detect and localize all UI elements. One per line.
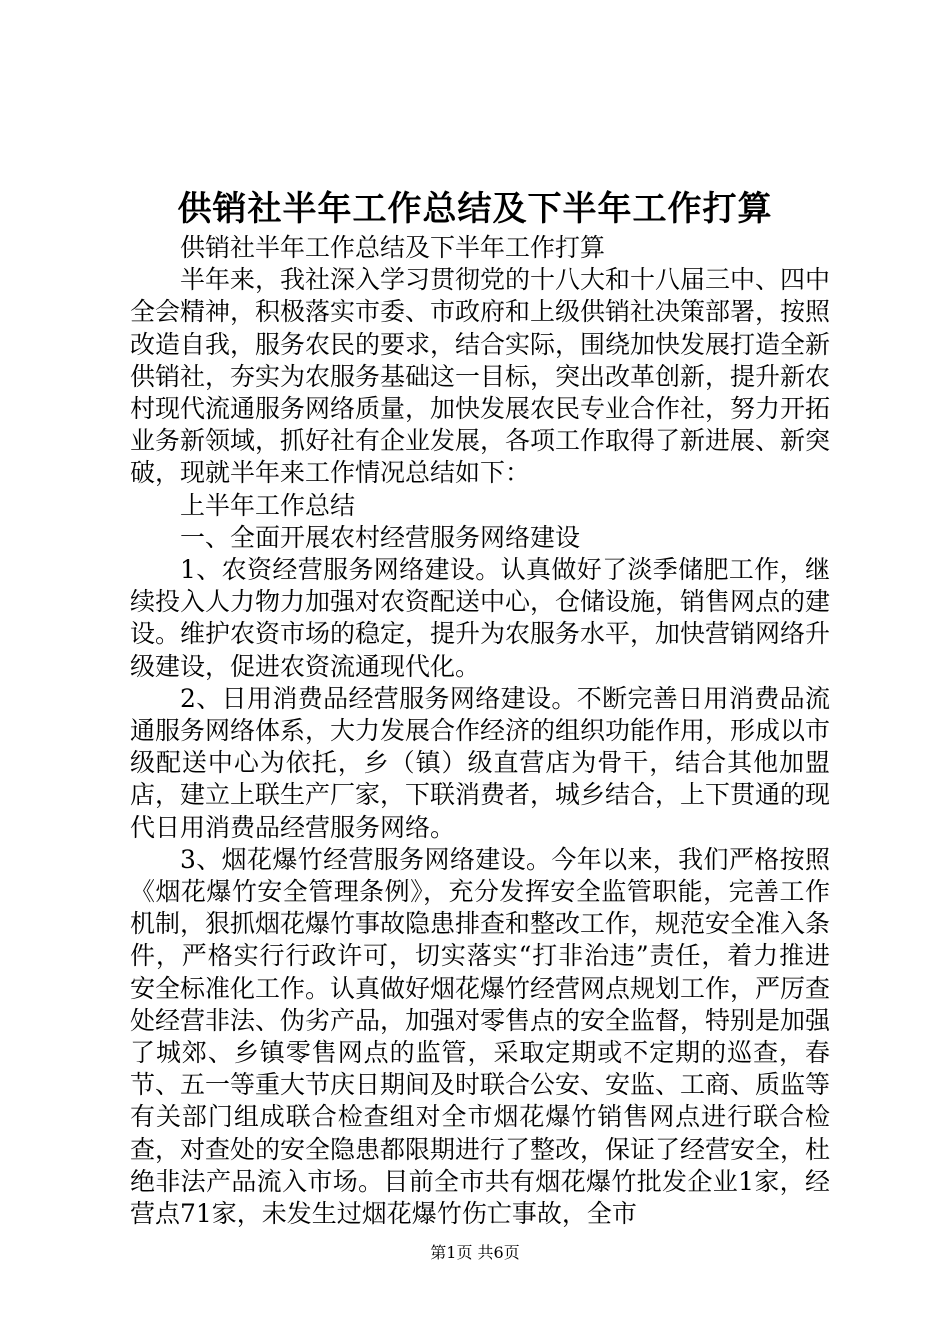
paragraph-intro: 半年来，我社深入学习贯彻党的十八大和十八届三中、四中全会精神，积极落实市委、市政府和上级供销社决策部署，按照改造自我，服务农民的要求，结合实际，围绕加快发展打造全新供销社，夯实为农服务基础这一目标，突出改革创新，提升新农村现代流通服务网络质量，加快发展农民专业合作社，努力开拓业务新领域，抓好社有企业发展，各项工作取得了新进展、新突破，现就半年来工作情况总结如下： [130, 265, 831, 488]
document-body [130, 232, 830, 1230]
page-number-footer: 第1页 共6页 [430, 1243, 520, 1262]
paragraph-section-heading: 上半年工作总结 [180, 490, 356, 520]
document-title: 供销社半年工作总结及下半年工作打算 [177, 189, 773, 229]
paragraph-item-2: 2、日用消费品经营服务网络建设。不断完善日用消费品流通服务网络体系，大力发展合作经济的组织功能作用，形成以市级配送中心为依托，乡（镇）级直营店为骨干，结合其他加盟店，建立上联生产厂家，下联消费者，城乡结合，上下贯通的现代日用消费品经营服务网络。 [130, 683, 831, 842]
paragraph-item-3: 3、烟花爆竹经营服务网络建设。今年以来，我们严格按照《烟花爆竹安全管理条例》，充分发挥安全监管职能，完善工作机制，狠抓烟花爆竹事故隐患排查和整改工作，规范安全准入条件，严格实行行政许可，切实落实“打非治违”责任，着力推进安全标准化工作。认真做好烟花爆竹经营网点规划工作，严厉查处经营非法、伪劣产品，加强对零售点的安全监督，特别是加强了城郊、乡镇零售网点的监管，采取定期或不定期的巡查，春节、五一等重大节庆日期间及时联合公安、安监、工商、质监等有关部门组成联合检查组对全市烟花爆竹销售网点进行联合检查，对查处的安全隐患都限期进行了整改，保证了经营安全，杜绝非法产品流入市场。目前全市共有烟花爆竹批发企业1家，经营点71家，未发生过烟花爆竹伤亡事故，全市 [130, 844, 831, 1229]
paragraph-item-1: 1、农资经营服务网络建设。认真做好了淡季储肥工作，继续投入人力物力加强对农资配送中心，仓储设施，销售网点的建设。维护农资市场的稳定，提升为农服务水平，加快营销网络升级建设，促进农资流通现代化。 [130, 555, 831, 681]
paragraph-subtitle: 供销社半年工作总结及下半年工作打算 [180, 233, 606, 262]
paragraph-subsection-heading: 一、全面开展农村经营服务网络建设 [180, 522, 581, 552]
